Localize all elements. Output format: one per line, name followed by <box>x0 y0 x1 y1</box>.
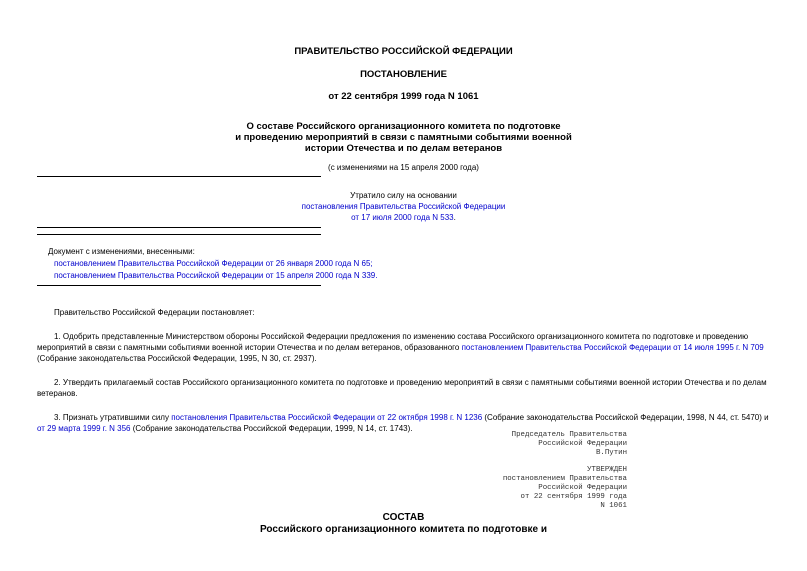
void-notice-link-2-wrap: от 17 июля 2000 года N 533. <box>351 213 456 222</box>
paragraph-1-link[interactable]: постановлением Правительства Российской Федерации от 14 июля 1995 г. N 709 <box>461 343 764 352</box>
amendments-block <box>48 246 377 282</box>
void-notice-link-2[interactable]: от 17 июля 2000 года N 533 <box>351 213 454 222</box>
amendment-link-2[interactable]: постановлением Правительства Российской Федерации от 15 апреля 2000 года N 339. <box>54 271 378 280</box>
divider <box>37 234 321 235</box>
paragraph-3-link-2[interactable]: от 29 марта 1999 г. N 356 <box>37 424 131 433</box>
void-notice <box>0 190 807 223</box>
approval-line-4: от 22 сентября 1999 года <box>520 493 627 501</box>
paragraph-1 <box>37 331 770 364</box>
government-heading: ПРАВИТЕЛЬСТВО РОССИЙСКОЙ ФЕДЕРАЦИИ <box>294 46 513 57</box>
paragraph-3-text: 3. Признать утратившими силу <box>54 413 172 422</box>
document-date-number: от 22 сентября 1999 года N 1061 <box>328 91 479 102</box>
paragraph-3 <box>37 412 770 434</box>
title-line-2: и проведению мероприятий в связи с памятными событиями военной <box>235 132 572 143</box>
body-text <box>37 307 770 434</box>
divider <box>37 285 321 286</box>
signature-block <box>512 431 627 458</box>
divider <box>37 227 321 228</box>
amendment-note: (с изменениями на 15 апреля 2000 года) <box>328 163 479 172</box>
annex-subtitle: Российского организационного комитета по подготовке и <box>260 524 547 535</box>
paragraph-1-text: 1. Одобрить представленные Министерством обороны Российской Федерации предложения по изменению состава Российского организационного комитета по подготовке и проведению мероприятий в связи с памятными событиями военной истории Отечества и по делам ветеранов, образованного <box>37 332 749 352</box>
approval-block <box>503 466 627 511</box>
paragraph-3-text-end: (Собрание законодательства Российской Федерации, 1999, N 14, ст. 1743). <box>130 424 413 433</box>
signature-line-1: Председатель Правительства <box>511 431 627 439</box>
document-type: ПОСТАНОВЛЕНИЕ <box>360 69 447 80</box>
signature-line-3: В.Путин <box>595 449 627 457</box>
amendments-intro: Документ с изменениями, внесенными: <box>48 247 195 256</box>
paragraph-intro: Правительство Российской Федерации постановляет: <box>54 308 255 317</box>
paragraph-2: 2. Утвердить прилагаемый состав Российского организационного комитета по подготовке и проведению мероприятий в связи с памятными событиями военной истории Отечества и по делам ветеранов. <box>37 378 767 398</box>
document-title <box>0 121 807 154</box>
approval-line-2: постановлением Правительства <box>502 475 627 483</box>
paragraph-1-text-end: (Собрание законодательства Российской Федерации, 1995, N 30, ст. 2937). <box>37 354 317 363</box>
paragraph-3-link-1[interactable]: постановления Правительства Российской Федерации от 22 октября 1998 г. N 1236 <box>171 413 483 422</box>
title-line-3: истории Отечества и по делам ветеранов <box>304 143 503 154</box>
void-notice-link[interactable]: постановления Правительства Российской Федерации <box>301 202 506 211</box>
approval-line-5: N 1061 <box>600 502 627 510</box>
paragraph-3-text-mid: (Собрание законодательства Российской Федерации, 1998, N 44, ст. 5470) и <box>482 413 769 422</box>
void-notice-text: Утратило силу на основании <box>350 191 457 200</box>
title-line-1: О составе Российского организационного комитета по подготовке <box>246 121 561 132</box>
signature-line-2: Российской Федерации <box>538 440 627 448</box>
approval-line-3: Российской Федерации <box>538 484 627 492</box>
approval-line-1: УТВЕРЖДЕН <box>587 466 627 474</box>
divider <box>37 176 321 177</box>
annex-title: СОСТАВ <box>382 512 425 523</box>
amendment-link-1[interactable]: постановлением Правительства Российской Федерации от 26 января 2000 года N 65; <box>54 259 373 268</box>
